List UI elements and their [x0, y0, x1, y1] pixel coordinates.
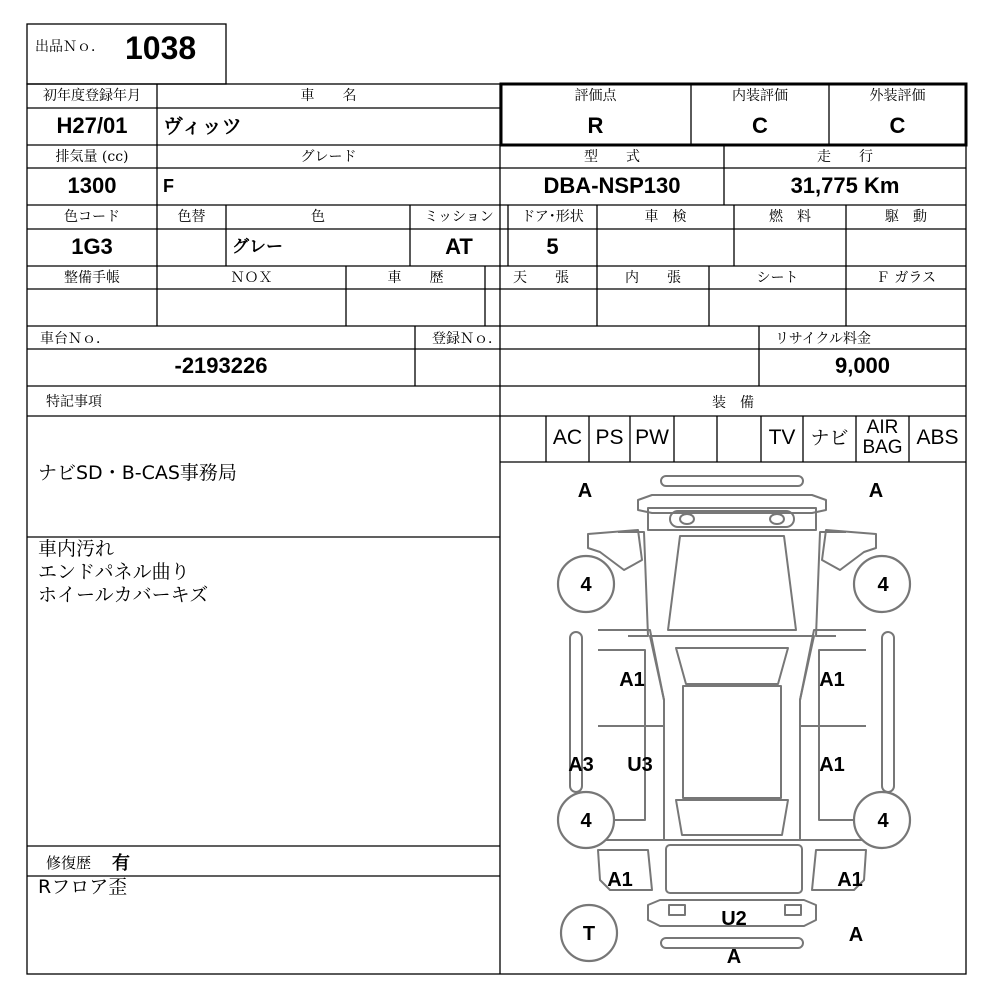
first-registration-value: H27/01 — [56, 113, 128, 138]
equipment-navi: ナビ — [810, 427, 849, 449]
color-change-header: 色替 — [177, 209, 206, 225]
front-glass-header: Ｆ ガラス — [875, 270, 937, 286]
equipment-tv: TV — [768, 426, 796, 449]
model-code-value: DBA-NSP130 — [543, 173, 681, 198]
interior-trim-header: 内 張 — [625, 270, 681, 286]
lot-number: 1038 — [125, 30, 197, 66]
color-code-header: 色コード — [64, 209, 120, 225]
grade-header: グレード — [300, 149, 357, 165]
mark-rear-left-tire: 4 — [580, 810, 592, 832]
mark-left-rear-door: U3 — [627, 754, 653, 776]
mark-front-right-tire: 4 — [877, 574, 889, 596]
transmission-value: AT — [445, 234, 473, 259]
registration-no-header: 登録Ｎｏ． — [432, 331, 502, 347]
transmission-header: ミッション — [424, 209, 494, 225]
drive-header: 駆 動 — [885, 209, 927, 225]
chassis-no-header: 車台Ｎｏ． — [40, 331, 110, 347]
car-name-header: 車 名 — [300, 88, 357, 104]
equipment-ac: AC — [552, 426, 583, 449]
grade-score-value: R — [587, 113, 604, 138]
seat-header: シート — [756, 270, 799, 286]
notes-line-3: エンドパネル曲り — [38, 561, 190, 583]
equipment-abs: ABS — [916, 426, 959, 449]
mark-front-right-corner: A — [868, 480, 884, 502]
headliner-header: 天 張 — [513, 270, 569, 286]
lot-label: 出品Ｎｏ． — [35, 39, 105, 55]
chassis-no-value: -2193226 — [174, 353, 268, 378]
mark-rear-right-tire: 4 — [877, 810, 889, 832]
nox-header: ＮＯＸ — [230, 270, 273, 286]
grade-value: F — [163, 176, 174, 196]
color-code-value: 1G3 — [71, 234, 113, 259]
color-value: グレー — [232, 237, 283, 257]
notes-line-1: ナビSD・B-CAS事務局 — [38, 462, 237, 484]
repair-detail: Rフロア歪 — [38, 876, 128, 898]
car-name-value: ヴィッツ — [163, 114, 242, 138]
color-header: 色 — [311, 209, 325, 225]
mark-front-left-tire: 4 — [580, 574, 592, 596]
mark-rear-right-corner: A — [848, 924, 864, 946]
doors-value: 5 — [546, 234, 559, 259]
mark-left-quarter: A1 — [607, 869, 633, 891]
mark-front-left-corner: A — [577, 480, 593, 502]
mark-left-rear-panel: A3 — [568, 754, 594, 776]
repair-history-label: 修復歴 — [46, 854, 92, 872]
mileage-header: 走 行 — [817, 149, 873, 165]
mark-right-front-door: A1 — [819, 669, 845, 691]
equipment-header: 装 備 — [712, 395, 754, 411]
inspection-header: 車 検 — [644, 209, 687, 225]
equipment-ps: PS — [595, 426, 624, 449]
displacement-value: 1300 — [67, 173, 117, 198]
mileage-value: 31,775 Km — [790, 173, 900, 198]
interior-grade-value: C — [752, 113, 768, 138]
equipment-pw: PW — [635, 426, 669, 449]
service-book-header: 整備手帳 — [64, 270, 120, 286]
mark-spare-tire: T — [582, 923, 596, 945]
mark-left-front-door: A1 — [619, 669, 645, 691]
grade-score-header: 評価点 — [574, 88, 617, 104]
notes-line-2: 車内汚れ — [38, 538, 115, 560]
model-code-header: 型 式 — [584, 149, 640, 165]
recycle-fee-header: リサイクル料金 — [775, 331, 872, 347]
history-header: 車 歴 — [387, 270, 444, 286]
interior-grade-header: 内装評価 — [732, 88, 788, 104]
first-registration-header: 初年度登録年月 — [43, 88, 141, 104]
doors-header: ドア･形状 — [521, 209, 584, 225]
notes-header: 特記事項 — [46, 394, 102, 410]
exterior-grade-header: 外装評価 — [869, 88, 926, 104]
recycle-fee-value: 9,000 — [834, 353, 891, 378]
mark-rear-bumper: A — [726, 946, 742, 968]
car-damage-diagram — [500, 462, 966, 974]
mark-right-rear-door: A1 — [819, 754, 845, 776]
displacement-header: 排気量 (cc) — [55, 149, 129, 165]
exterior-grade-value: C — [889, 113, 906, 138]
mark-rear-gate: U2 — [721, 908, 747, 930]
fuel-header: 燃 料 — [769, 209, 811, 225]
equipment-airbag: AIR BAG — [862, 417, 903, 458]
notes-line-4: ホイールカバーキズ — [38, 584, 209, 606]
repair-history-value: 有 — [112, 853, 130, 874]
mark-right-quarter: A1 — [837, 869, 863, 891]
